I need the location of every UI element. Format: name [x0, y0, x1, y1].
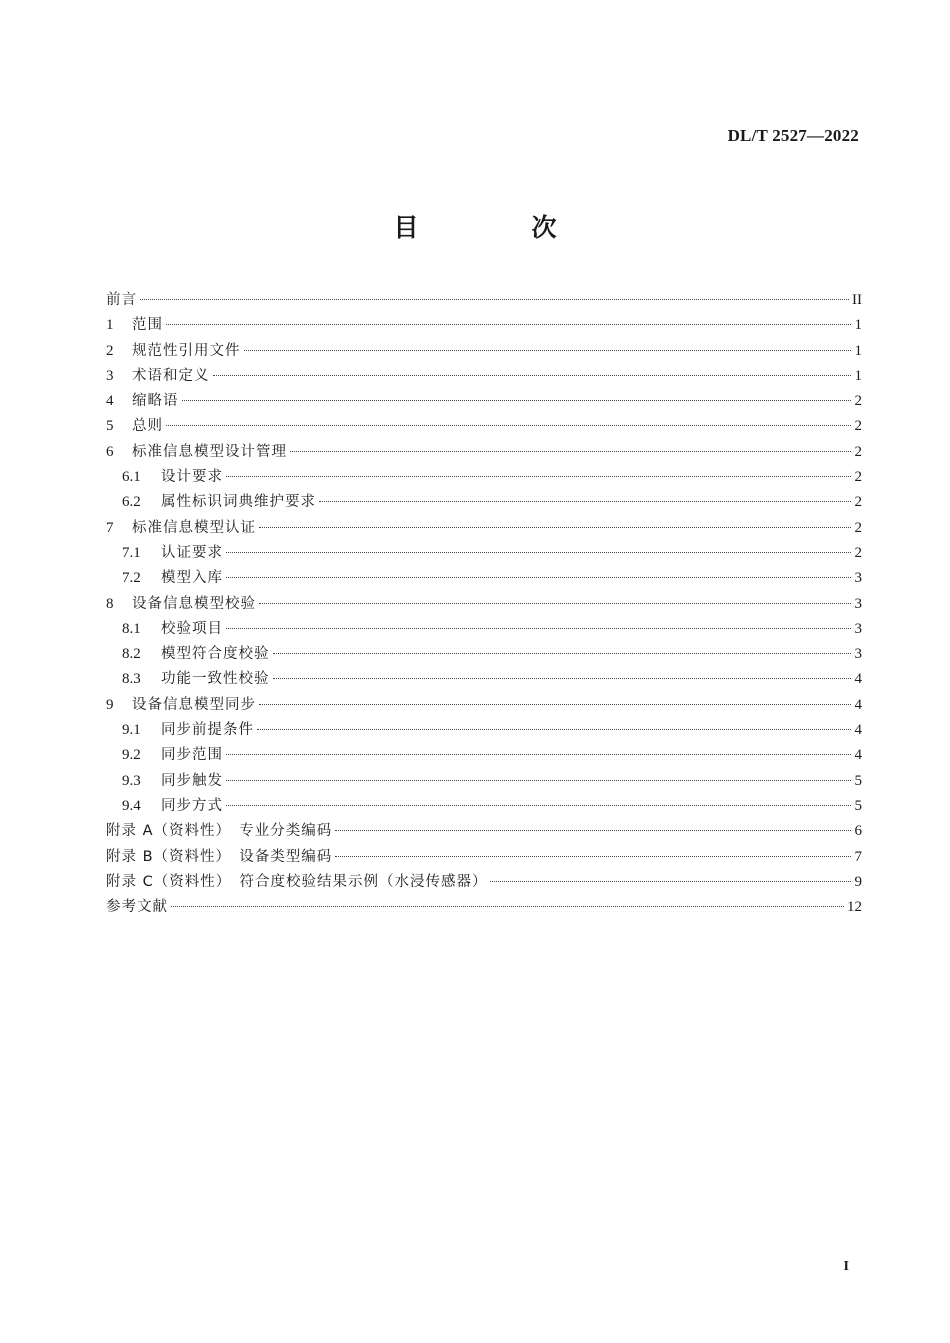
dot-leader	[273, 678, 852, 679]
toc-entry-number: 9.4	[122, 797, 141, 814]
toc-entry-page: 5	[854, 772, 862, 789]
toc-entry-label: 术语和定义	[132, 367, 210, 384]
toc-entry-label: 同步方式	[161, 797, 223, 814]
toc-entry[interactable]	[106, 490, 862, 515]
toc-entry[interactable]	[106, 794, 862, 819]
dot-leader	[226, 552, 851, 553]
dot-leader	[226, 628, 851, 629]
toc-entry-page: 7	[854, 848, 862, 865]
toc-entry[interactable]	[106, 769, 862, 794]
toc-entry-page: 4	[854, 722, 862, 739]
toc-entry-label: 设计要求	[161, 469, 223, 486]
dot-leader	[140, 299, 849, 300]
toc-entry[interactable]	[106, 642, 862, 667]
dot-leader	[226, 577, 851, 578]
toc-entry-page: 9	[854, 873, 862, 890]
toc-entry-number: 2	[106, 342, 114, 359]
table-of-contents	[106, 288, 862, 920]
toc-entry-number: 6.2	[122, 494, 141, 511]
dot-leader	[290, 451, 851, 452]
toc-entry-label: 功能一致性校验	[161, 671, 270, 688]
toc-entry[interactable]	[106, 339, 862, 364]
toc-entry-number: 8.2	[122, 646, 141, 663]
toc-entry-label: 设备信息模型校验	[132, 595, 256, 612]
toc-entry-page: II	[852, 292, 862, 308]
toc-entry-label: 同步范围	[161, 747, 223, 764]
toc-entry[interactable]	[106, 870, 862, 895]
toc-entry-page: 4	[854, 671, 862, 688]
toc-entry-number: 6	[106, 443, 114, 460]
toc-entry-page: 2	[854, 393, 862, 410]
toc-entry-label: 同步前提条件	[161, 722, 254, 739]
toc-entry-page: 2	[854, 494, 862, 511]
toc-entry[interactable]	[106, 693, 862, 718]
dot-leader	[319, 501, 851, 502]
toc-entry-number: 3	[106, 367, 114, 384]
toc-entry-number: 9.3	[122, 772, 141, 789]
dot-leader	[259, 603, 851, 604]
toc-entry-label: 参考文献	[106, 899, 168, 916]
toc-entry-label: 属性标识词典维护要求	[161, 494, 316, 511]
document-code: DL/T 2527—2022	[727, 126, 859, 145]
toc-entry-number: 4	[106, 393, 114, 410]
toc-entry-page: 4	[854, 747, 862, 764]
toc-entry[interactable]	[106, 743, 862, 768]
dot-leader	[213, 375, 852, 376]
toc-entry-number: 9.1	[122, 722, 141, 739]
toc-entry-page: 2	[854, 544, 862, 561]
dot-leader	[273, 653, 852, 654]
toc-entry-label: 附录 B（资料性） 设备类型编码	[106, 848, 333, 865]
toc-entry-label: 规范性引用文件	[132, 342, 241, 359]
toc-entry[interactable]	[106, 440, 862, 465]
toc-entry-number: 8.1	[122, 620, 141, 637]
toc-entry-page: 1	[854, 342, 862, 359]
dot-leader	[335, 830, 851, 831]
toc-entry-label: 前言	[106, 292, 137, 308]
toc-entry-number: 7	[106, 519, 114, 536]
dot-leader	[226, 754, 851, 755]
toc-entry-number: 6.1	[122, 469, 141, 486]
dot-leader	[259, 527, 851, 528]
dot-leader	[259, 704, 851, 705]
toc-entry-page: 5	[854, 797, 862, 814]
toc-entry[interactable]	[106, 845, 862, 870]
dot-leader	[226, 805, 851, 806]
toc-entry-number: 9	[106, 696, 114, 713]
toc-entry-label: 标准信息模型认证	[132, 519, 256, 536]
dot-leader	[226, 780, 851, 781]
page-number: I	[843, 1259, 849, 1274]
toc-entry-page: 6	[854, 823, 862, 840]
toc-entry-page: 3	[854, 646, 862, 663]
toc-entry-page: 2	[854, 469, 862, 486]
toc-entry-number: 9.2	[122, 747, 141, 764]
dot-leader	[226, 476, 851, 477]
toc-entry[interactable]	[106, 364, 862, 389]
toc-entry-label: 设备信息模型同步	[132, 696, 256, 713]
toc-entry[interactable]	[106, 617, 862, 642]
toc-entry-page: 4	[854, 696, 862, 713]
toc-entry-label: 模型入库	[161, 570, 223, 587]
toc-entry-page: 1	[854, 317, 862, 334]
toc-entry-number: 8.3	[122, 671, 141, 688]
toc-entry[interactable]	[106, 389, 862, 414]
toc-entry[interactable]	[106, 516, 862, 541]
toc-entry-number: 8	[106, 595, 114, 612]
toc-entry-label: 范围	[132, 317, 163, 334]
toc-entry[interactable]	[106, 414, 862, 439]
toc-entry-label: 校验项目	[161, 620, 223, 637]
toc-entry-label: 总则	[132, 418, 163, 435]
toc-entry[interactable]	[106, 667, 862, 692]
dot-leader	[244, 350, 852, 351]
dot-leader	[257, 729, 851, 730]
toc-entry-page: 12	[847, 899, 862, 916]
toc-entry[interactable]	[106, 288, 862, 313]
dot-leader	[490, 881, 851, 882]
toc-entry[interactable]	[106, 895, 862, 920]
toc-entry-page: 2	[854, 418, 862, 435]
toc-entry-label: 认证要求	[161, 544, 223, 561]
toc-entry-label: 附录 C（资料性） 符合度校验结果示例（水浸传感器）	[106, 873, 488, 890]
toc-entry-label: 附录 A（资料性） 专业分类编码	[106, 823, 333, 840]
toc-entry[interactable]	[106, 465, 862, 490]
toc-entry-label: 同步触发	[161, 772, 223, 789]
toc-entry-number: 5	[106, 418, 114, 435]
dot-leader	[335, 856, 851, 857]
toc-entry-label: 标准信息模型设计管理	[132, 443, 287, 460]
toc-entry-page: 3	[854, 570, 862, 587]
toc-entry[interactable]	[106, 566, 862, 591]
toc-entry-page: 3	[854, 595, 862, 612]
toc-entry[interactable]	[106, 541, 862, 566]
toc-entry[interactable]	[106, 718, 862, 743]
toc-entry-number: 7.1	[122, 544, 141, 561]
toc-entry[interactable]	[106, 313, 862, 338]
toc-entry-page: 2	[854, 519, 862, 536]
toc-entry[interactable]	[106, 819, 862, 844]
dot-leader	[166, 324, 851, 325]
dot-leader	[166, 425, 851, 426]
toc-entry-page: 2	[854, 443, 862, 460]
toc-entry-page: 3	[854, 620, 862, 637]
toc-entry-label: 模型符合度校验	[161, 646, 270, 663]
toc-entry-number: 1	[106, 317, 114, 334]
dot-leader	[182, 400, 852, 401]
toc-entry-page: 1	[854, 367, 862, 384]
page-title: 目 次	[393, 213, 601, 242]
toc-entry-number: 7.2	[122, 570, 141, 587]
toc-entry-label: 缩略语	[132, 393, 179, 410]
toc-entry[interactable]	[106, 592, 862, 617]
dot-leader	[171, 906, 844, 907]
